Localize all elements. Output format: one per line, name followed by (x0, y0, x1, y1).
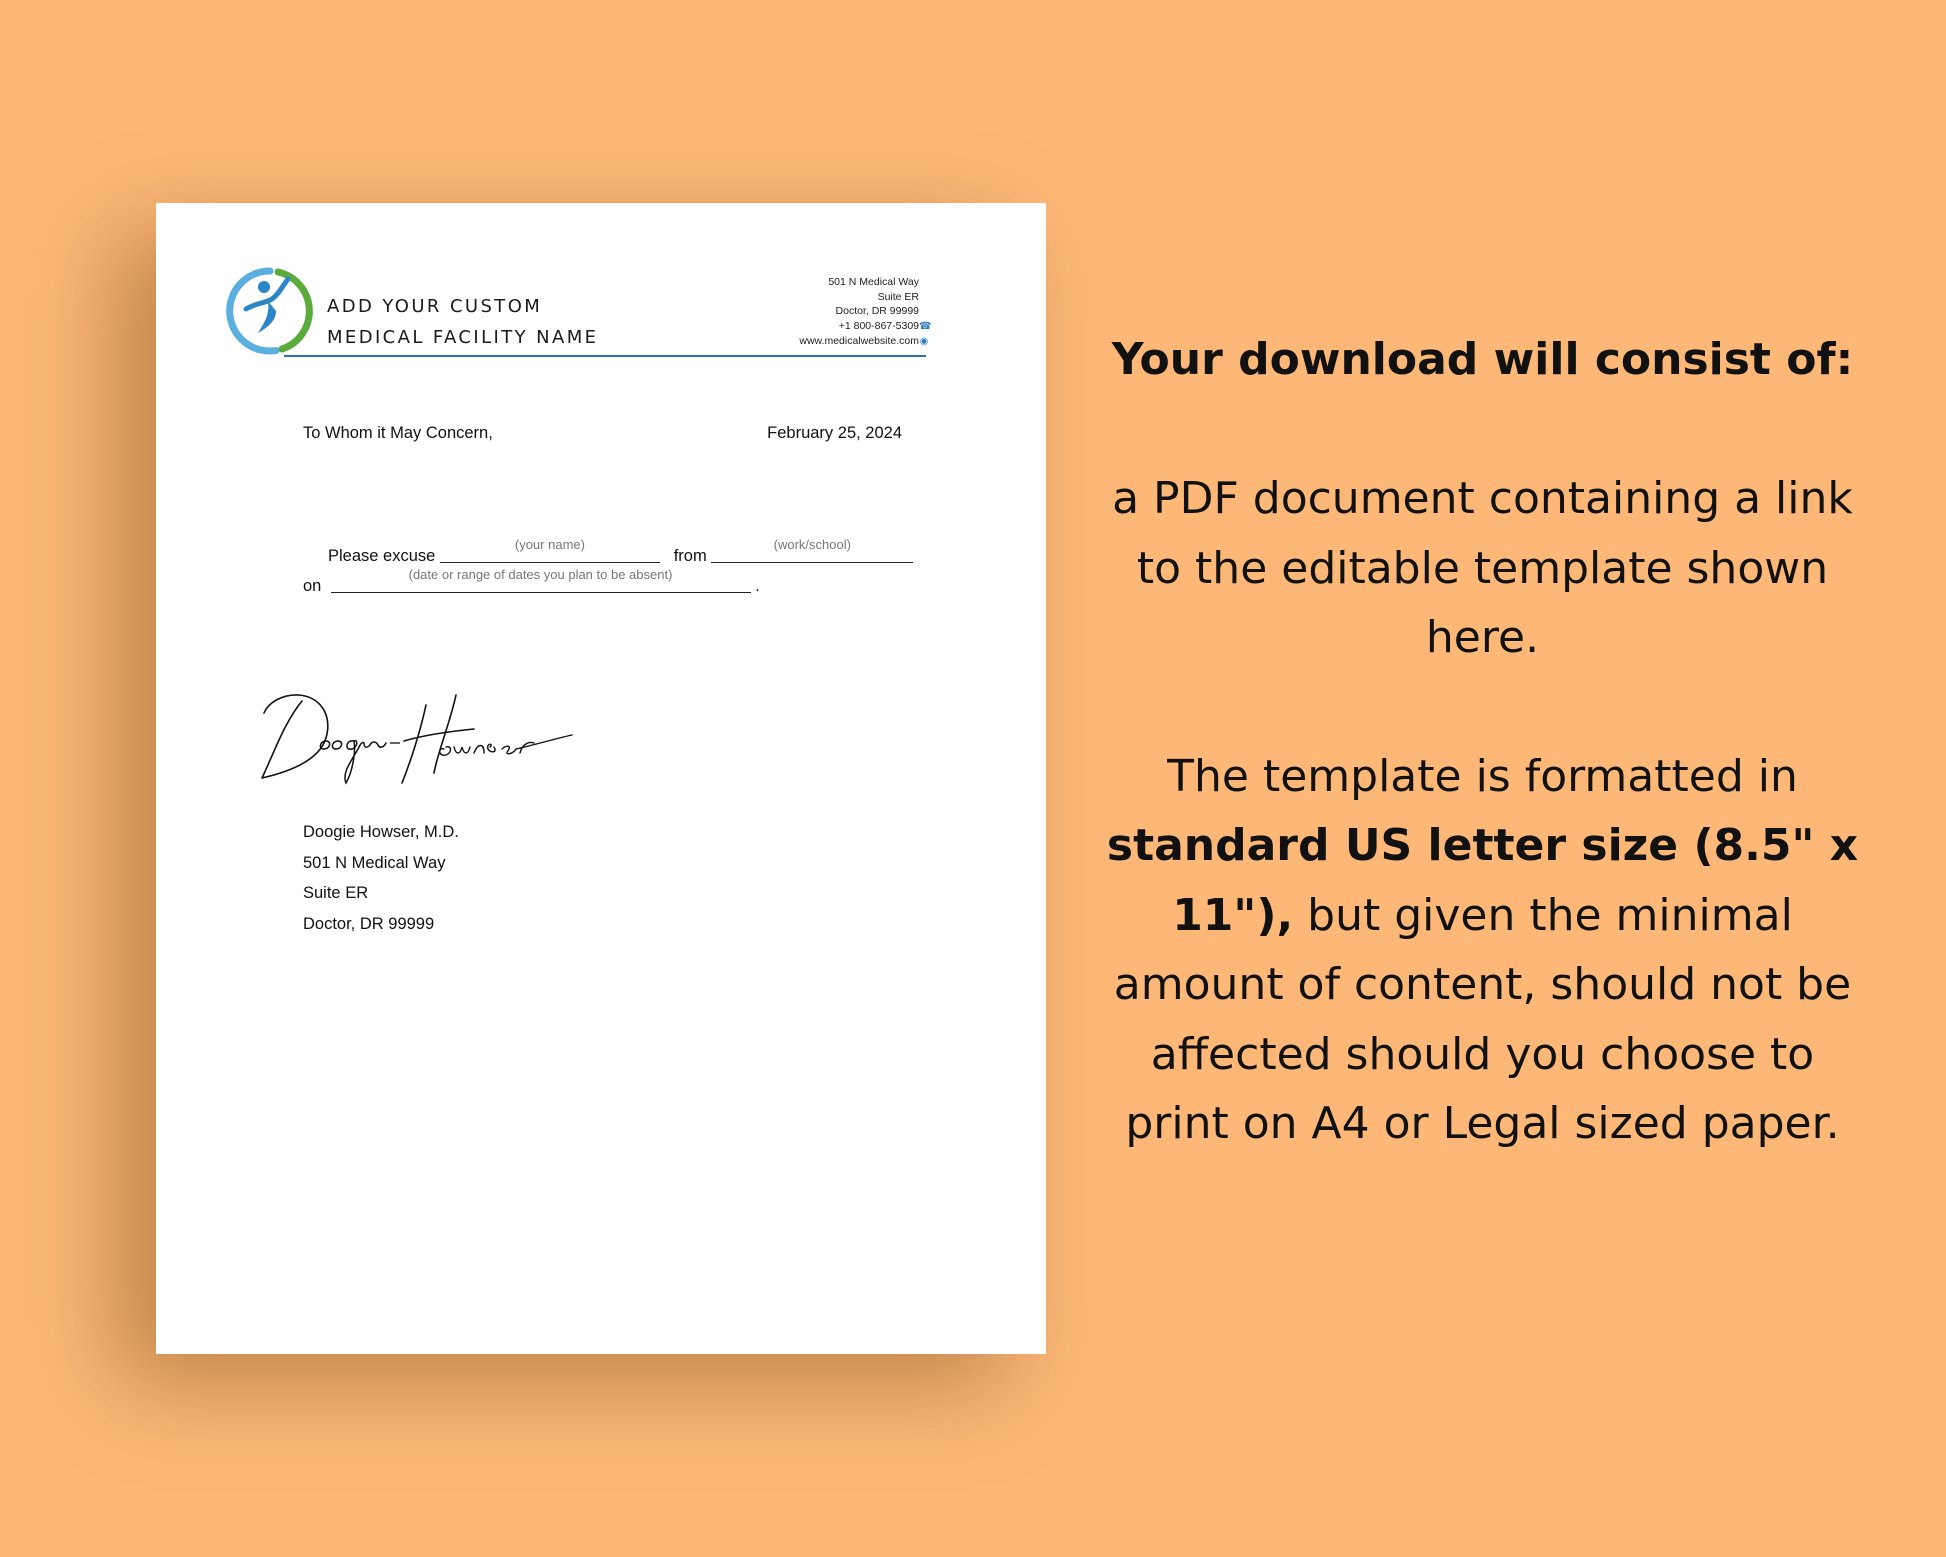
excuse-line (328, 537, 913, 566)
contact-address-1: 501 N Medical Way (828, 276, 919, 288)
header-divider (284, 355, 926, 357)
name-placeholder: (your name) (514, 537, 585, 552)
signer-address-2: Suite ER (303, 884, 369, 902)
description-paragraph-2 (1100, 742, 1865, 1159)
handwritten-signature (254, 683, 574, 793)
salutation: To Whom it May Concern, (303, 424, 493, 442)
description-paragraph-1: a PDF document containing a link to the editable template shown here. (1112, 473, 1853, 663)
paragraph-2-intro: The template is formatted in (1167, 750, 1798, 802)
dates-period: . (755, 577, 760, 595)
facility-line-2: MEDICAL FACILITY NAME (327, 327, 599, 348)
dates-blank[interactable] (331, 567, 751, 593)
contact-address-3: Doctor, DR 99999 (835, 305, 919, 317)
dates-placeholder: (date or range of dates you plan to be absent) (408, 567, 673, 582)
contact-phone: +1 800-867-5309 (838, 319, 919, 332)
signer-block (303, 817, 459, 939)
signer-name: Doogie Howser, M.D. (303, 823, 459, 841)
on-label: on (303, 577, 322, 595)
globe-icon: ◉ (919, 336, 929, 347)
from-label: from (673, 547, 707, 565)
signer-address-1: 501 N Medical Way (303, 853, 446, 872)
excuse-label: Please excuse (328, 547, 436, 565)
name-blank[interactable] (440, 537, 660, 563)
signer-address-3: Doctor, DR 99999 (303, 914, 435, 933)
description-panel (1100, 325, 1865, 1228)
facility-name (327, 291, 598, 353)
contact-block (799, 275, 932, 350)
paragraph-2-emphasis: standard US letter size (8.5" x 11"), (1106, 820, 1859, 941)
dates-line (303, 567, 760, 596)
medical-figure-logo (224, 265, 316, 357)
work-blank[interactable] (711, 537, 913, 563)
work-placeholder: (work/school) (773, 537, 851, 552)
contact-website: www.medicalwebsite.com (799, 335, 919, 347)
description-heading: Your download will consist of: (1111, 334, 1854, 385)
contact-address-2: Suite ER (877, 290, 919, 303)
letter-preview (156, 203, 1046, 1354)
facility-line-1: ADD YOUR CUSTOM (327, 296, 543, 317)
phone-icon: ☎ (919, 320, 932, 332)
paragraph-2-rest: but given the minimal amount of content, should not be affected should you choose to print on A4 or Legal sized paper. (1113, 889, 1852, 1149)
letter-date: February 25, 2024 (767, 424, 902, 442)
